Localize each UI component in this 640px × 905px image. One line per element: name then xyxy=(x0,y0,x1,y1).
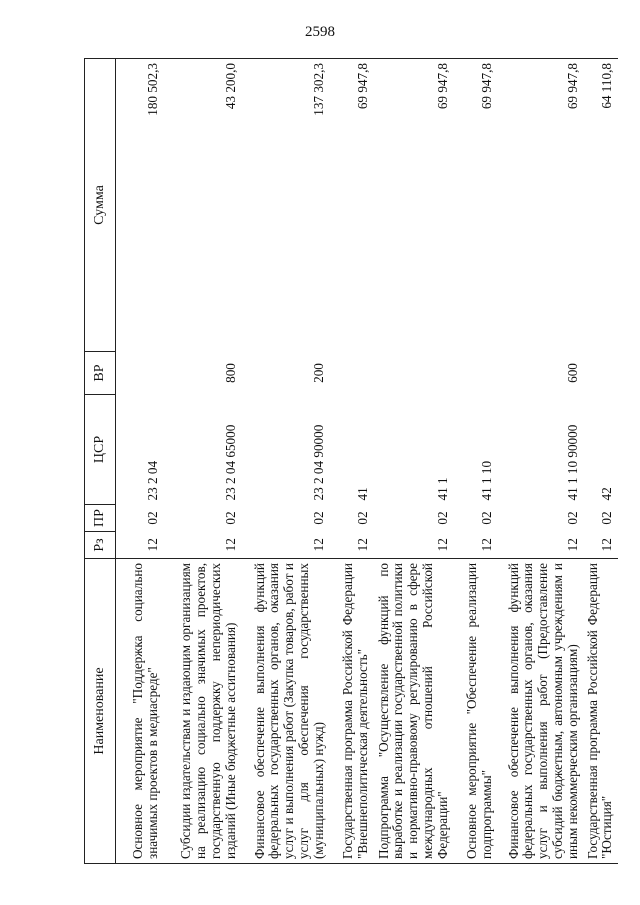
row-name: Основное мероприятие "Поддержка социально значимых проектов в медиасреде" xyxy=(116,559,164,864)
table-row xyxy=(498,59,584,864)
row-name: Государственная программа Российской Федерации "Юстиция" xyxy=(584,559,619,864)
row-rz: 12 xyxy=(144,538,160,552)
row-pr: 02 xyxy=(434,511,450,525)
row-rz: 12 xyxy=(434,538,450,552)
table-row xyxy=(584,59,619,864)
row-pr: 02 xyxy=(478,511,494,525)
row-rz: 12 xyxy=(222,538,238,552)
header-rz: Рз xyxy=(85,532,116,559)
table-header-row xyxy=(85,59,116,864)
row-sum: 69 947,8 xyxy=(374,59,454,352)
row-vr: 600 xyxy=(564,363,580,383)
table-row xyxy=(454,59,498,864)
page-number: 2598 xyxy=(305,24,335,40)
row-name: Подпрограмма "Осуществление функций по выработке и реализации государственной политики и нормативно-правовому регулированию в сфере международных отношений Российской Федерации" xyxy=(374,559,454,864)
row-csr: 41 1 xyxy=(434,477,450,501)
row-vr: 800 xyxy=(222,363,238,383)
row-rz: 12 xyxy=(310,538,326,552)
header-vr: ВР xyxy=(85,352,116,395)
table-row xyxy=(242,59,330,864)
row-vr xyxy=(116,352,164,395)
row-sum: 69 947,8 xyxy=(498,59,584,352)
table-row xyxy=(116,59,164,864)
row-sum: 64 110,8 xyxy=(584,59,619,352)
row-vr xyxy=(584,352,619,395)
header-name: Наименование xyxy=(85,559,116,864)
header-pr: ПР xyxy=(85,505,116,532)
row-pr: 02 xyxy=(354,511,370,525)
row-name: Основное мероприятие "Обеспечение реализации подпрограммы" xyxy=(454,559,498,864)
row-vr xyxy=(330,352,374,395)
row-sum: 180 502,3 xyxy=(116,59,164,352)
row-pr: 02 xyxy=(144,511,160,525)
row-csr: 41 1 10 90000 xyxy=(564,424,580,501)
header-csr: ЦСР xyxy=(85,395,116,505)
row-rz: 12 xyxy=(599,538,615,552)
row-vr xyxy=(454,352,498,395)
row-name: Финансовое обеспечение выполнения функций федеральных государственных органов, оказания услуг и выполнения работ (Закупка товаров, работ и услуг для обеспечения государственных (муниципальных) нужд) xyxy=(242,559,330,864)
row-rz: 12 xyxy=(478,538,494,552)
row-sum: 69 947,8 xyxy=(454,59,498,352)
budget-table-container xyxy=(84,59,615,864)
row-csr: 23 2 04 90000 xyxy=(310,424,326,501)
row-sum: 137 302,3 xyxy=(242,59,330,352)
row-csr: 23 2 04 65000 xyxy=(222,424,238,501)
table-row xyxy=(164,59,242,864)
row-csr: 41 xyxy=(354,487,370,501)
row-name: Финансовое обеспечение выполнения функций федеральных государственных органов, оказания услуг и выполнения работ (Предоставление субсидий бюджетным, автономным учреждениям и иным некоммерческим организациям) xyxy=(498,559,584,864)
row-vr: 200 xyxy=(310,363,326,383)
row-vr xyxy=(374,352,454,395)
row-rz: 12 xyxy=(354,538,370,552)
row-pr: 02 xyxy=(599,511,615,525)
row-name: Субсидии издательствам и издающим организациям на реализацию социально значимых проектов, государственную поддержку непериодических изданий (Иные бюджетные ассигнования) xyxy=(164,559,242,864)
row-name: Государственная программа Российской Федерации "Внешнеполитическая деятельность" xyxy=(330,559,374,864)
row-csr: 23 2 04 xyxy=(144,460,160,501)
row-pr: 02 xyxy=(310,511,326,525)
header-sum: Сумма xyxy=(85,59,116,352)
table-row xyxy=(374,59,454,864)
row-sum: 69 947,8 xyxy=(330,59,374,352)
row-csr: 42 xyxy=(599,487,615,501)
table-row xyxy=(330,59,374,864)
row-sum: 43 200,0 xyxy=(164,59,242,352)
budget-table xyxy=(84,58,618,864)
row-pr: 02 xyxy=(222,511,238,525)
row-csr: 41 1 10 xyxy=(478,460,494,501)
row-pr: 02 xyxy=(564,511,580,525)
row-rz: 12 xyxy=(564,538,580,552)
